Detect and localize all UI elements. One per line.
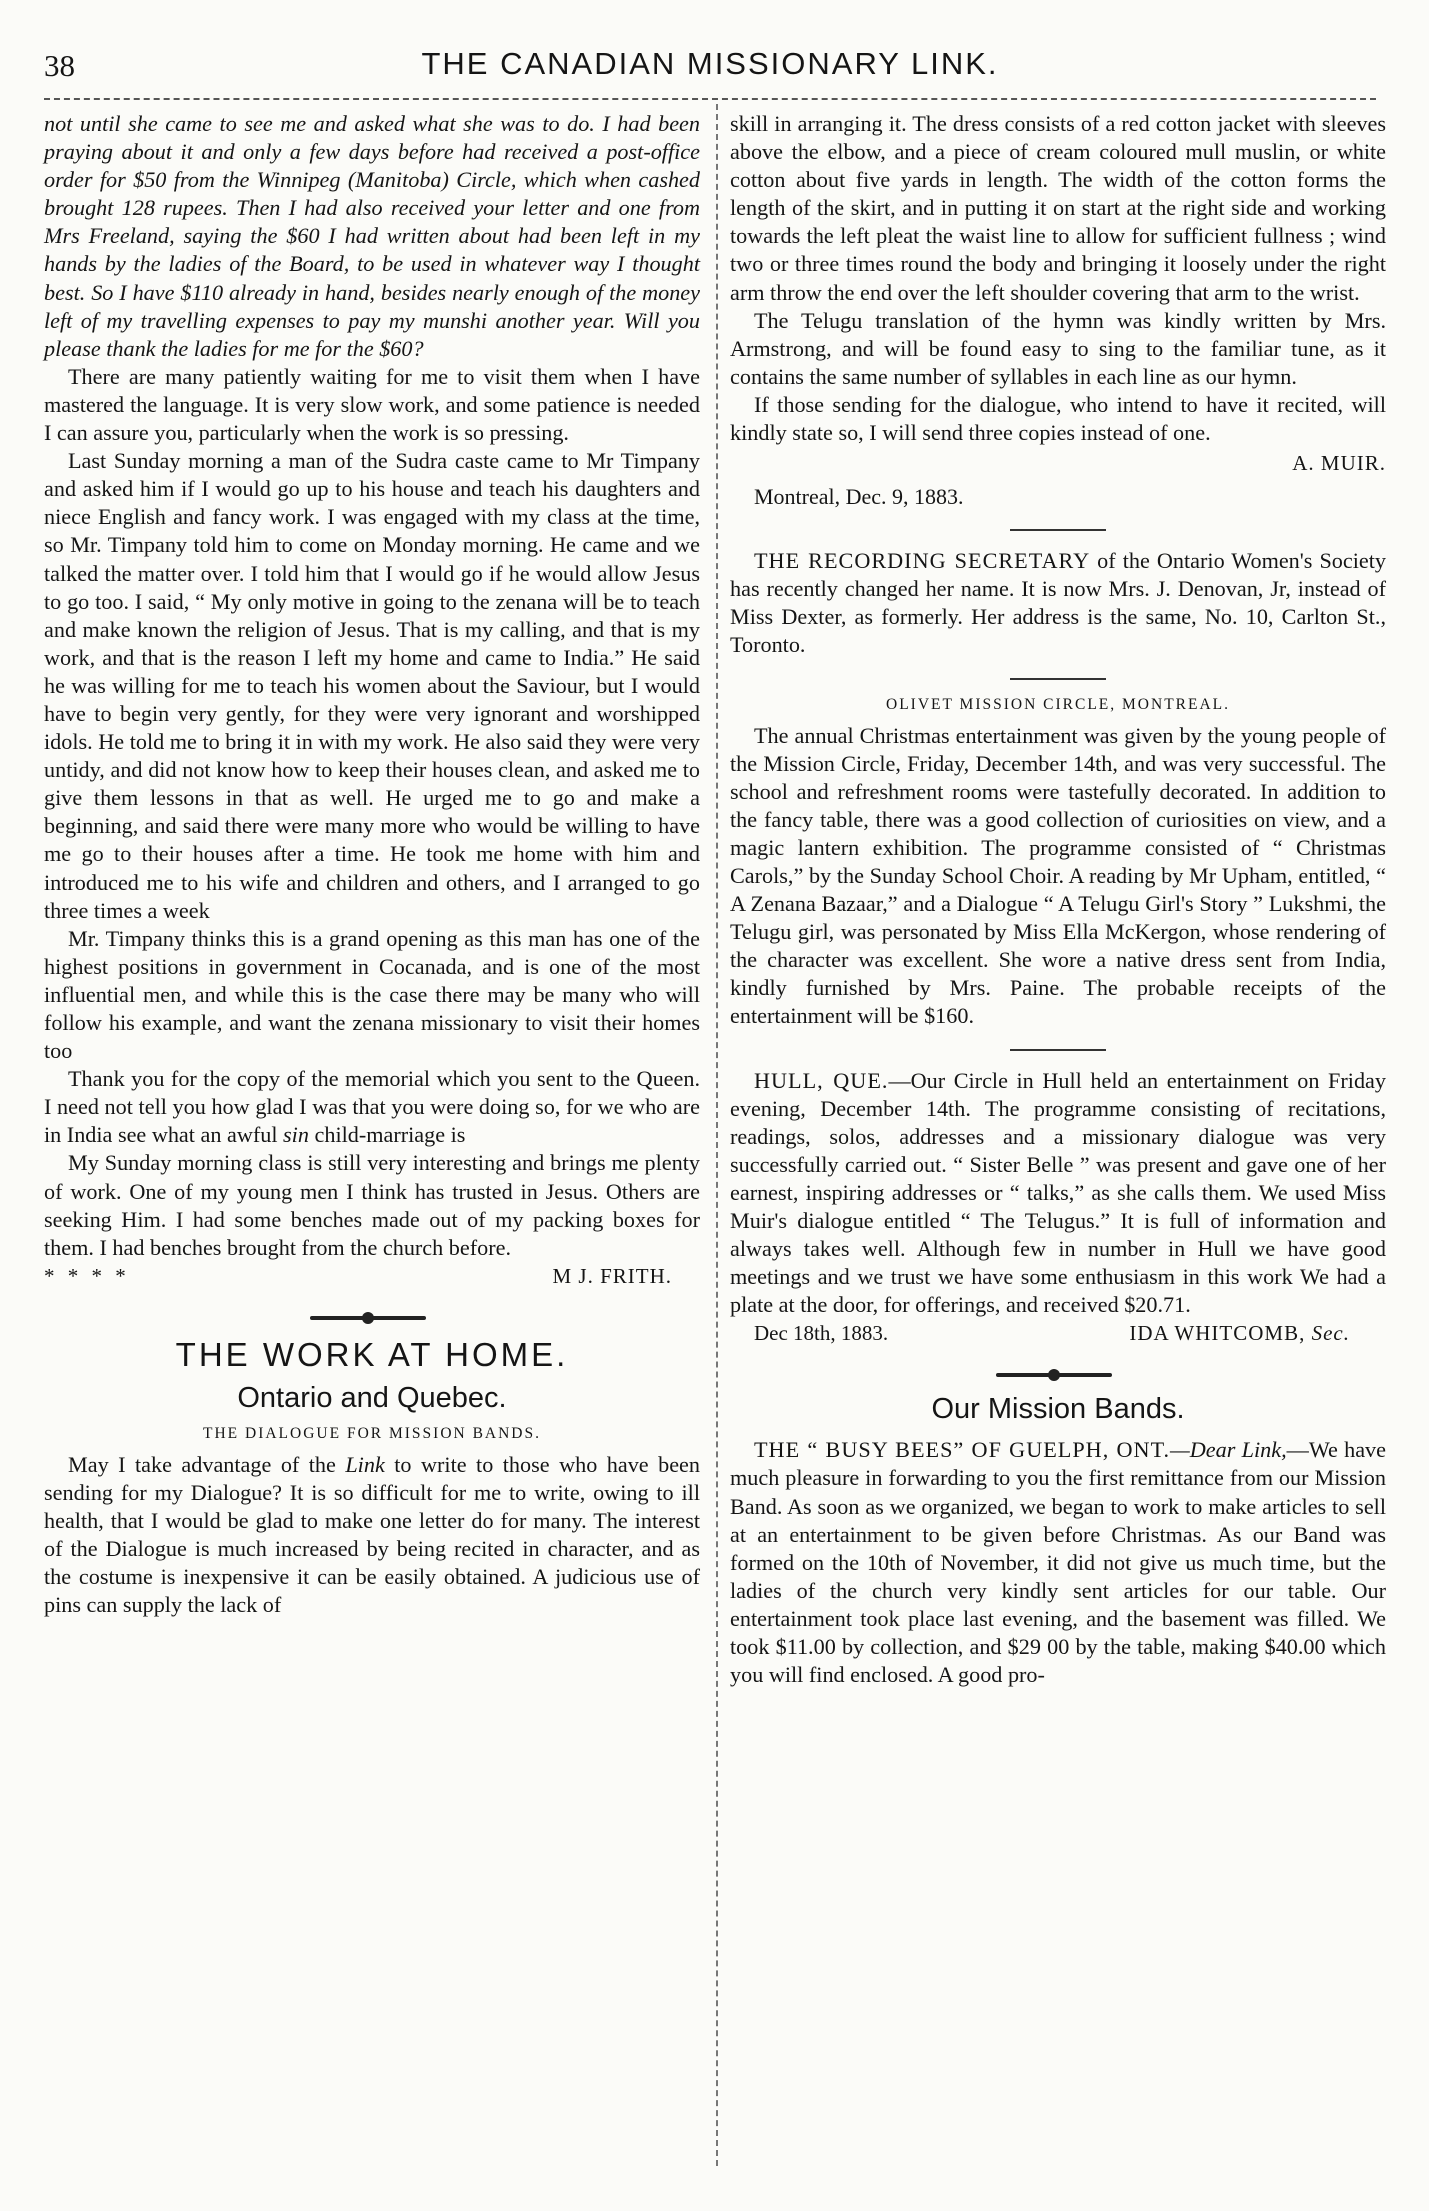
signature-row — [730, 1319, 1386, 1349]
column-divider — [716, 104, 718, 2166]
running-title: THE CANADIAN MISSIONARY LINK. — [421, 46, 999, 81]
letter-paragraph: Last Sunday morning a man of the Sudra caste came to Mr Timpany and asked him if I would go up to his house and teach his daughters and niece English and fancy work. I was engaged with my class at the time, so Mr. Timpany told him to come on Monday morning. He came and we talked the matter over. I told him that I would go if he would allow Jesus to go too. I said, “ My only motive in going to the zenana will be to teach and make known the religion of Jesus. That is my calling, and that is my work, and that is the reason I left my home and came to India.” He said he was willing for me to teach his women about the Saviour, but I would have to begin very gently, for they were very ignorant and worshipped idols. He told me to bring it in with my work. He also said they were very untidy, and did not know how to keep their houses clean, and asked me to give them lessons in that as well. He urged me to go and make a beginning, and said there were many more who would be willing to have me go to their houses after a time. He took me home with him and introduced me to his wife and children and others, and I arranged to go three times a week — [44, 448, 700, 923]
signature — [1129, 1319, 1350, 1347]
text-run: of the Ontario Women's Society has recently changed her name. It is now Mrs. J. Denovan, Jr, instead of Miss Dexter, as formerly. Her address is the same, No. 10, Carlton St., Toronto. — [730, 548, 1387, 658]
article-heading: OLIVET MISSION CIRCLE, MONTREAL. — [886, 695, 1230, 713]
short-rule — [1010, 678, 1106, 680]
section-stars: * * * * — [44, 1263, 130, 1288]
band-lead: THE “ BUSY BEES” OF GUELPH, ONT. — [754, 1437, 1171, 1463]
notice-paragraph — [730, 547, 1386, 659]
page-header — [44, 46, 1376, 90]
subsection-title: Ontario and Quebec. — [237, 1381, 507, 1414]
signature-name: IDA WHITCOMB, — [1129, 1321, 1306, 1346]
text-run: Thank you for the copy of the memorial which you sent to the Queen. I need not tell you how glad I was that you were doing so, for we who are in India see what an awful — [44, 1066, 700, 1148]
signature: A. MUIR. — [1292, 451, 1386, 476]
dateline: Montreal, Dec. 9, 1883. — [754, 484, 964, 510]
left-column — [44, 110, 700, 1619]
place-lead: HULL, QUE. — [754, 1067, 889, 1093]
ornament-dot — [1048, 1369, 1060, 1381]
date: Dec 18th, 1883. — [754, 1321, 889, 1346]
article-heading: THE DIALOGUE FOR MISSION BANDS. — [203, 1424, 541, 1442]
article-paragraph: The annual Christmas entertainment was given by the young people of the Mission Circle, Friday, December 14th, and was very successful. The school and refreshment rooms were tastefully decorated. In addition to the fancy table, there was a good collection of curiosities on view, and a magic lantern exhibition. The programme consisted of “ Christmas Carols,” by the Sunday School Choir. A reading by Mr Upham, entitled, “ A Zenana Bazaar,” and a Dialogue “ A Telugu Girl's Story ” Lukshmi, the Telugu girl, was personated by Miss Ella McKergon, whose rendering of the character was excellent. She wore a native dress sent from India, kindly furnished by Mrs. Paine. The probable receipts of the entertainment will be $160. — [730, 722, 1386, 1029]
signature-row — [44, 1262, 700, 1292]
article-paragraph: skill in arranging it. The dress consists of a red cotton jacket with sleeves above the elbow, and a piece of cream coloured mull muslin, or white cotton about five yards in length. The width of the cotton forms the length of the skirt, and in putting it on start at the right side and working towards the left pleat the waist line to allow for sufficient fullness ; wind two or three times round the body and bringing it loosely under the right arm throw the end over the left shoulder covering that arm to the wrist. — [730, 111, 1386, 305]
short-rule — [1010, 529, 1106, 531]
ornament-divider — [730, 1361, 1386, 1387]
emphasis-link: Link — [345, 1451, 385, 1477]
short-rule — [1010, 1049, 1106, 1051]
notice-lead: THE RECORDING SECRETARY — [754, 548, 1091, 574]
ornament-dot — [362, 1312, 374, 1324]
page-number: 38 — [44, 48, 75, 83]
article-paragraph: If those sending for the dialogue, who intend to have it recited, will kindly state so, I will send three copies instead of one. — [730, 391, 1386, 446]
letter-paragraph: My Sunday morning class is still very interesting and brings me plenty of work. One of my young men I think has trusted in Jesus. Others are seeking Him. I had some benches made out of my packing boxes for them. I had benches brought from the church before. — [44, 1150, 700, 1260]
article-paragraph: The Telugu translation of the hymn was kindly written by Mrs. Armstrong, and will be found easy to sing to the familiar tune, as it contains the same number of syllables in each line as our hymn. — [730, 307, 1386, 389]
letter-paragraph: There are many patiently waiting for me to visit them when I have mastered the language. It is very slow work, and some patience is needed I can assure you, particularly when the work is so pressing. — [44, 363, 700, 446]
article-paragraph — [730, 1067, 1386, 1320]
text-run: May I take advantage of the — [68, 1451, 346, 1477]
signature: M J. FRITH. — [552, 1263, 672, 1288]
ornament-divider — [44, 1304, 700, 1330]
section-title: Our Mission Bands. — [931, 1393, 1185, 1426]
letter-paragraph: not until she came to see me and asked what she was to do. I had been praying about it and only a few days before had received a post-office order for $50 from the Winnipeg (Manitoba) Circle, which when cashed brought 128 rupees. Then I had also received your letter and one from Mrs Freeland, saying the $60 I had written about had been left in my hands by the ladies of the Board, to be used in whatever way I thought best. So I have $110 already in hand, besides nearly enough of the money left of my travelling expenses to pay my munshi another year. Will you please thank the ladies for me for the $60? — [44, 111, 700, 361]
right-column — [730, 110, 1386, 1689]
article-paragraph — [730, 1436, 1386, 1689]
emphasis-sin: sin — [283, 1122, 309, 1148]
letter-paragraph — [44, 1065, 700, 1149]
text-run: child-marriage is — [308, 1122, 466, 1148]
letter-paragraph: Mr. Timpany thinks this is a grand opening as this man has one of the highest positions in government in Cocanada, and is one of the most influential men, and while this is the case there may be many who will follow his example, and want the zenana missionary to visit their homes too — [44, 925, 700, 1064]
section-title: THE WORK AT HOME. — [175, 1335, 569, 1373]
article-paragraph — [44, 1451, 700, 1620]
text-run: —Our Circle in Hull held an entertainment on Friday evening, December 14th. The programme consisting of recitations, readings, solos, addresses and a missionary dialogue was very successfully carried out. “ Sister Belle ” was present and gave one of her earnest, inspiring addresses or “ talks,” as she calls them. We used Miss Muir's dialogue entitled “ The Telugus.” It is full of information and always takes well. Although few in number in Hull we have good meetings and we trust we have some enthusiasm in this work We had a plate at the door, for offerings, and received $20.71. — [730, 1067, 1386, 1318]
text-run: to write to those who have been sending for my Dialogue? It is so difficult for me to write, owing to ill health, that I would be glad to make one letter do for many. The interest of the Dialogue is much increased by being recited in character, and as the costume is inexpensive it can be easily obtained. A judicious use of pins can supply the lack of — [44, 1451, 700, 1618]
text-run: —We have much pleasure in forwarding to you the first remittance from our Mission Band. As soon as we organized, we began to work to make articles to sell at an entertainment to be given before Christmas. As our Band was formed on the 10th of November, it did not give us much time, but the ladies of the church very kindly sent articles for our table. Our entertainment took place last evening, and the basement was filled. We took $11.00 by collection, and $29 00 by the table, making $40.00 which you will find enclosed. A good pro- — [730, 1437, 1387, 1688]
header-rule — [44, 98, 1376, 100]
signature-role: Sec. — [1311, 1321, 1350, 1346]
salutation: —Dear Link, — [1170, 1437, 1287, 1463]
